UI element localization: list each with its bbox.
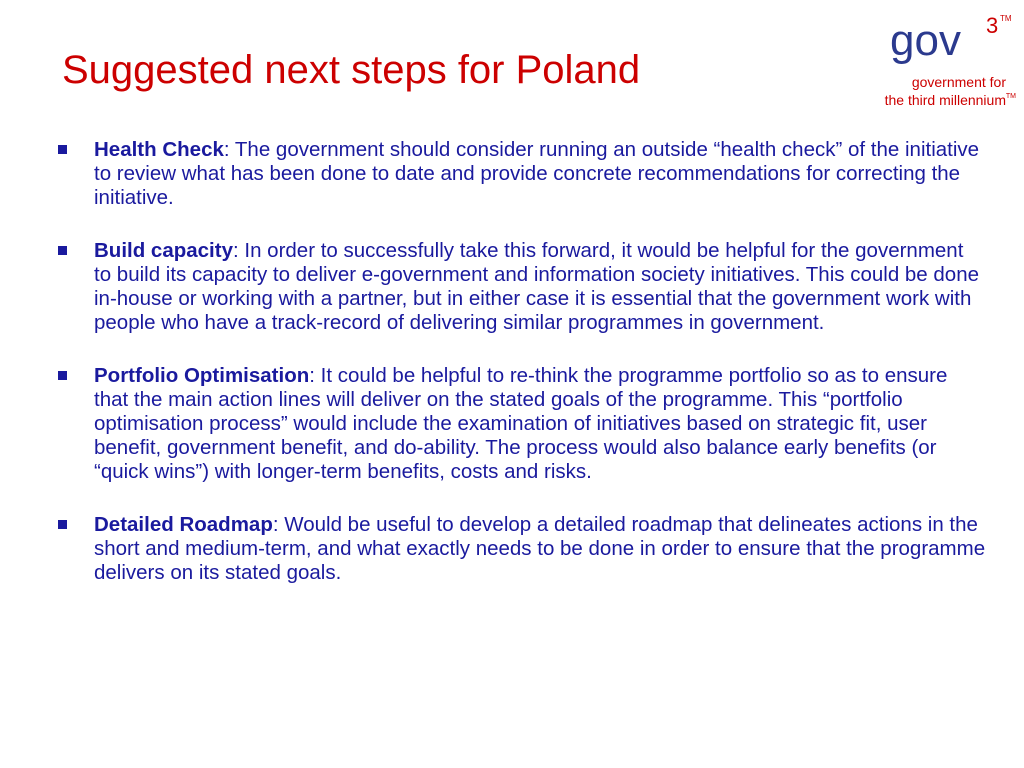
bullet-text: : Would be useful to develop a detailed roadmap that delineates actions in the short and medium-term, and what exactly needs to be done in order to ensure that the programme delivers on its stated goals. — [94, 513, 986, 584]
logo-wordmark: gov — [890, 16, 961, 65]
logo-superscript: 3 — [986, 13, 999, 38]
logo-tagline-line2: the third millennium — [884, 92, 1006, 108]
bullet-item-detailed-roadmap — [56, 513, 986, 585]
square-bullet-icon — [58, 246, 67, 255]
logo-tagline-line1: government for — [911, 74, 1006, 90]
bullet-item-health-check — [56, 138, 986, 210]
bullet-item-portfolio-optimisation — [56, 364, 986, 484]
bullet-text: : It could be helpful to re-think the programme portfolio so as to ensure that the main action lines will deliver on the stated goals of the programme. This “portfolio optimisation process” would include the examination of initiatives based on strategic fit, user benefit, government benefit, and do-ability. The process would also balance early benefits (or “quick wins”) with longer-term benefits, costs and risks. — [94, 364, 948, 483]
bullet-heading: Build capacity — [94, 239, 233, 262]
logo-tagline-trademark: TM — [1005, 93, 1016, 100]
bullet-text: : The government should consider running an outside “health check” of the initiative to review what has been done to date and provide concrete recommendations for correcting the initiative. — [94, 138, 980, 209]
bullet-item-build-capacity — [56, 239, 986, 335]
square-bullet-icon — [58, 520, 67, 529]
slide-title: Suggested next steps for Poland — [62, 48, 641, 92]
square-bullet-icon — [58, 145, 67, 154]
bullet-heading: Portfolio Optimisation — [94, 364, 310, 387]
bullet-text: : In order to successfully take this forward, it would be helpful for the government to build its capacity to deliver e-government and information society initiatives. This could be done in-house or working with a partner, but in either case it is essential that the government work with people who have a track-record of delivering similar programmes in government. — [94, 239, 980, 334]
gov3-logo — [852, 10, 1018, 114]
logo-trademark: TM — [1000, 14, 1012, 23]
bullet-heading: Health Check — [94, 138, 224, 161]
bullet-heading: Detailed Roadmap — [94, 513, 273, 536]
bullet-list — [56, 138, 986, 614]
square-bullet-icon — [58, 371, 67, 380]
